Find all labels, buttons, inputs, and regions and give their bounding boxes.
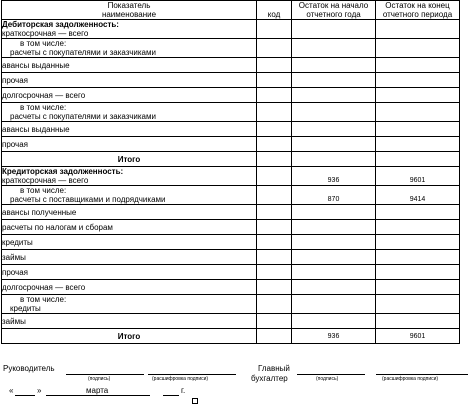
receivables-including: в том числе: [20, 39, 67, 48]
chief-signature-line [297, 374, 365, 375]
head-signature-line [66, 374, 144, 375]
chief-signature-caption: (подпись) [316, 376, 339, 382]
payables-other: прочая [2, 265, 257, 280]
head-decode-line [148, 374, 236, 375]
payables-including: в том числе: [20, 186, 67, 195]
payables-suppliers-end: 9414 [376, 186, 460, 205]
header-start: Остаток на начало отчетного года [292, 1, 376, 20]
payables-total: Итого [2, 329, 257, 344]
table-row [2, 205, 460, 220]
receivables-lt-buyers: расчеты с покупателями и заказчиками [10, 112, 156, 121]
chief-label: Главный [258, 364, 290, 373]
table-row [2, 167, 460, 186]
table-row [2, 329, 460, 344]
table-row [2, 152, 460, 167]
table-row [2, 186, 460, 205]
table-row [2, 103, 460, 122]
accounts-report-table [1, 0, 460, 344]
receivables-lt-including: в том числе: [20, 103, 67, 112]
table-row [2, 73, 460, 88]
receivables-total: Итого [2, 152, 257, 167]
table-row [2, 295, 460, 314]
date-quote-open: « [9, 386, 14, 395]
payables-credits: кредиты [2, 235, 257, 250]
payables-short-term: краткосрочная — всего [2, 176, 89, 185]
payables-lt-loans: займы [2, 314, 257, 329]
date-quote-close: » [37, 386, 42, 395]
date-year-suffix: г. [181, 386, 186, 395]
receivables-short-term: краткосрочная — всего [2, 29, 89, 38]
header-indicator: Показатель наименование [2, 1, 257, 20]
payables-loans: займы [2, 250, 257, 265]
chief-decode-caption: (расшифровка подписи) [382, 376, 439, 382]
receivables-buyers: расчеты с покупателями и заказчиками [10, 48, 156, 57]
accountant-label: бухгалтер [251, 374, 288, 383]
date-year-line [163, 395, 179, 396]
table-row [2, 265, 460, 280]
table-row [2, 280, 460, 295]
payables-long-term: долгосрочная — всего [2, 280, 257, 295]
table-row [2, 122, 460, 137]
table-row [2, 235, 460, 250]
payables-short-term-start: 936 [292, 167, 376, 186]
receivables-lt-other: прочая [2, 137, 257, 152]
receivables-long-term: долгосрочная — всего [2, 88, 257, 103]
payables-taxes: расчеты по налогам и сборам [2, 220, 257, 235]
table-row [2, 20, 460, 39]
header-code: код [257, 1, 292, 20]
table-row [2, 314, 460, 329]
payables-title: Кредиторская задолженность: [2, 167, 124, 176]
payables-lt-credits: кредиты [10, 304, 41, 313]
payables-suppliers: расчеты с поставщиками и подрядчиками [10, 195, 166, 204]
chief-decode-line [376, 374, 468, 375]
head-decode-caption: (расшифровка подписи) [152, 376, 209, 382]
receivables-lt-advances: авансы выданные [2, 122, 257, 137]
payables-advances-received: авансы полученные [2, 205, 257, 220]
date-day-line [15, 395, 35, 396]
payables-total-end: 9601 [376, 329, 460, 344]
payables-total-start: 936 [292, 329, 376, 344]
signature-footer [0, 362, 473, 406]
header-end: Остаток на конец отчетного периода [376, 1, 460, 20]
date-month-line [46, 395, 150, 396]
date-month: марта [86, 386, 109, 395]
checkbox-square [192, 398, 198, 404]
receivables-advances: авансы выданные [2, 58, 257, 73]
receivables-other: прочая [2, 73, 257, 88]
table-row [2, 250, 460, 265]
table-row [2, 220, 460, 235]
table-row [2, 58, 460, 73]
receivables-title: Дебиторская задолженность: [2, 20, 119, 29]
table-header-row [2, 1, 460, 20]
payables-lt-including: в том числе: [20, 295, 67, 304]
payables-suppliers-start: 870 [292, 186, 376, 205]
table-row [2, 137, 460, 152]
payables-short-term-end: 9601 [376, 167, 460, 186]
table-row [2, 39, 460, 58]
table-row [2, 88, 460, 103]
head-label: Руководитель [3, 364, 55, 373]
head-signature-caption: (подпись) [88, 376, 111, 382]
